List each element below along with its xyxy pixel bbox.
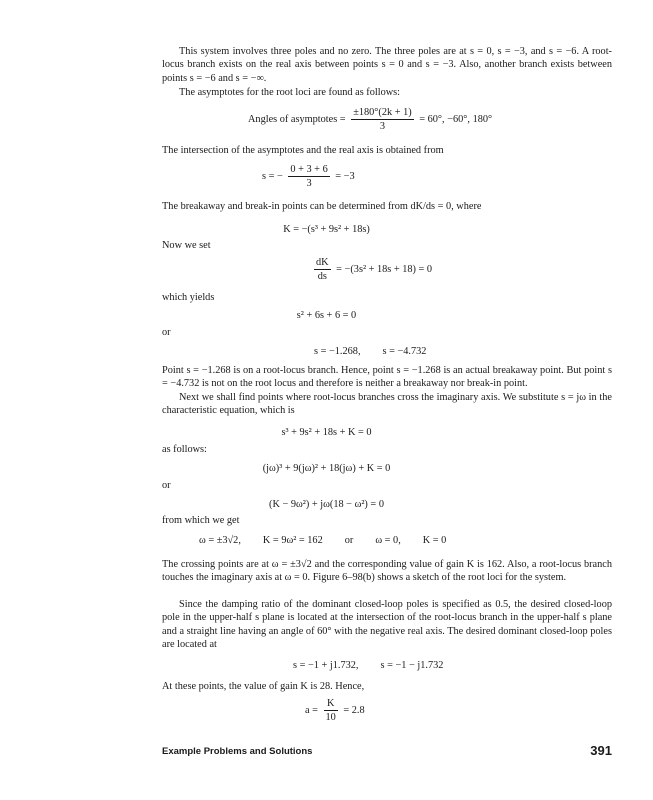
equation-real-imag-split: (K − 9ω²) + jω(18 − ω²) = 0 — [269, 499, 384, 510]
dk-numerator: dK — [316, 257, 329, 268]
intersection-lhs: s = − — [262, 170, 283, 182]
footer-section-title: Example Problems and Solutions — [162, 746, 313, 757]
equation-intersection — [262, 163, 355, 190]
paragraph-breakaway-point: Point s = −1.268 is on a root-locus branch. Hence, point s = −1.268 is an actual breakaway point. But point s = −4.732 is not on the root locus and therefore is neither a breakaway nor break-in point. — [162, 365, 612, 390]
root-2: s = −4.732 — [382, 346, 427, 357]
equation-dominant-poles — [293, 659, 443, 672]
pole-lower: s = −1 − j1.732 — [380, 660, 444, 671]
solution-omega-2: ω = 0, — [375, 535, 401, 546]
paragraph-damping-ratio: Since the damping ratio of the dominant closed-loop poles is specified as 0.5, the desired closed-loop pole in the upper-half s plane is located at the intersection of the root-locus branch in the upper-half s plane and a straight line having an angle of 60° with the negative real axis. The desired dominant closed-loop poles are located at — [162, 599, 612, 651]
asymptote-denominator: 3 — [379, 121, 385, 132]
paragraph-breakaway-intro: The breakaway and break-in points can be determined from dK/ds = 0, where — [162, 201, 482, 212]
paragraph-gain-value: At these points, the value of gain K is 28. Hence, — [162, 681, 365, 692]
a-numerator: K — [324, 697, 338, 711]
paragraph-from-which: from which we get — [162, 515, 240, 526]
equation-crossing-solutions — [199, 534, 446, 547]
equation-roots — [314, 345, 426, 358]
equation-quadratic: s² + 6s + 6 = 0 — [296, 310, 357, 321]
paragraph-or-1: or — [162, 327, 171, 338]
solution-k-1: K = 9ω² = 162 — [262, 535, 323, 546]
asymptote-fraction — [351, 106, 413, 133]
equation-a-value — [305, 697, 365, 724]
dk-ds-fraction — [314, 256, 331, 283]
dk-ds-result: = −(3s² + 18s + 18) = 0 — [336, 263, 433, 275]
paragraph-or-2: or — [162, 480, 171, 491]
a-fraction — [324, 697, 338, 724]
a-result: = 2.8 — [343, 704, 365, 716]
paragraph-crossing-points: The crossing points are at ω = ±3√2 and the corresponding value of gain K is 162. Also, a root-locus branch touches the imaginary axis at ω = 0. Figure 6–98(b) shows a sketch of the root loci for the system. — [162, 559, 612, 584]
solution-k-2: K = 0 — [422, 535, 447, 546]
equation-substituted: (jω)³ + 9(jω)² + 18(jω) + K = 0 — [262, 463, 391, 474]
asymptote-result: = 60°, −60°, 180° — [419, 113, 493, 125]
root-1: s = −1.268, — [314, 346, 361, 357]
equation-asymptote-angles — [248, 106, 492, 133]
equation-dk-ds — [311, 256, 432, 283]
equation-k-expression: K = −(s³ + 9s² + 18s) — [283, 224, 370, 235]
a-denominator: 10 — [325, 712, 336, 723]
solution-or: or — [344, 535, 354, 546]
ds-denominator: ds — [317, 271, 327, 282]
pole-upper: s = −1 + j1.732, — [293, 660, 359, 671]
page-number: 391 — [590, 743, 612, 758]
paragraph-asymptotes-intro: The asymptotes for the root loci are found as follows: — [179, 87, 401, 98]
paragraph-poles: This system involves three poles and no zero. The three poles are at s = 0, s = −3, and s = −6. A root-locus branch exists on the real axis between points s = 0 and s = −3. Also, another branch exists between points s = −6 and s = −∞. — [162, 46, 612, 84]
paragraph-as-follows: as follows: — [162, 444, 207, 455]
solution-omega-1: ω = ±3√2, — [199, 535, 241, 546]
paragraph-which-yields: which yields — [162, 292, 215, 303]
paragraph-now-we-set: Now we set — [162, 240, 211, 251]
intersection-numerator: 0 + 3 + 6 — [290, 164, 328, 175]
paragraph-intersection-intro: The intersection of the asymptotes and the real axis is obtained from — [162, 145, 444, 156]
a-lhs: a = — [305, 704, 318, 716]
intersection-denominator: 3 — [306, 178, 312, 189]
equation-characteristic: s³ + 9s² + 18s + K = 0 — [281, 427, 372, 438]
asymptote-numerator: ±180°(2k + 1) — [353, 107, 412, 118]
asymptote-label: Angles of asymptotes = — [248, 113, 346, 125]
intersection-fraction — [288, 163, 329, 190]
paragraph-imaginary-axis: Next we shall find points where root-locus branches cross the imaginary axis. We substitute s = jω in the characteristic equation, which is — [162, 392, 612, 417]
intersection-result: = −3 — [335, 170, 355, 182]
